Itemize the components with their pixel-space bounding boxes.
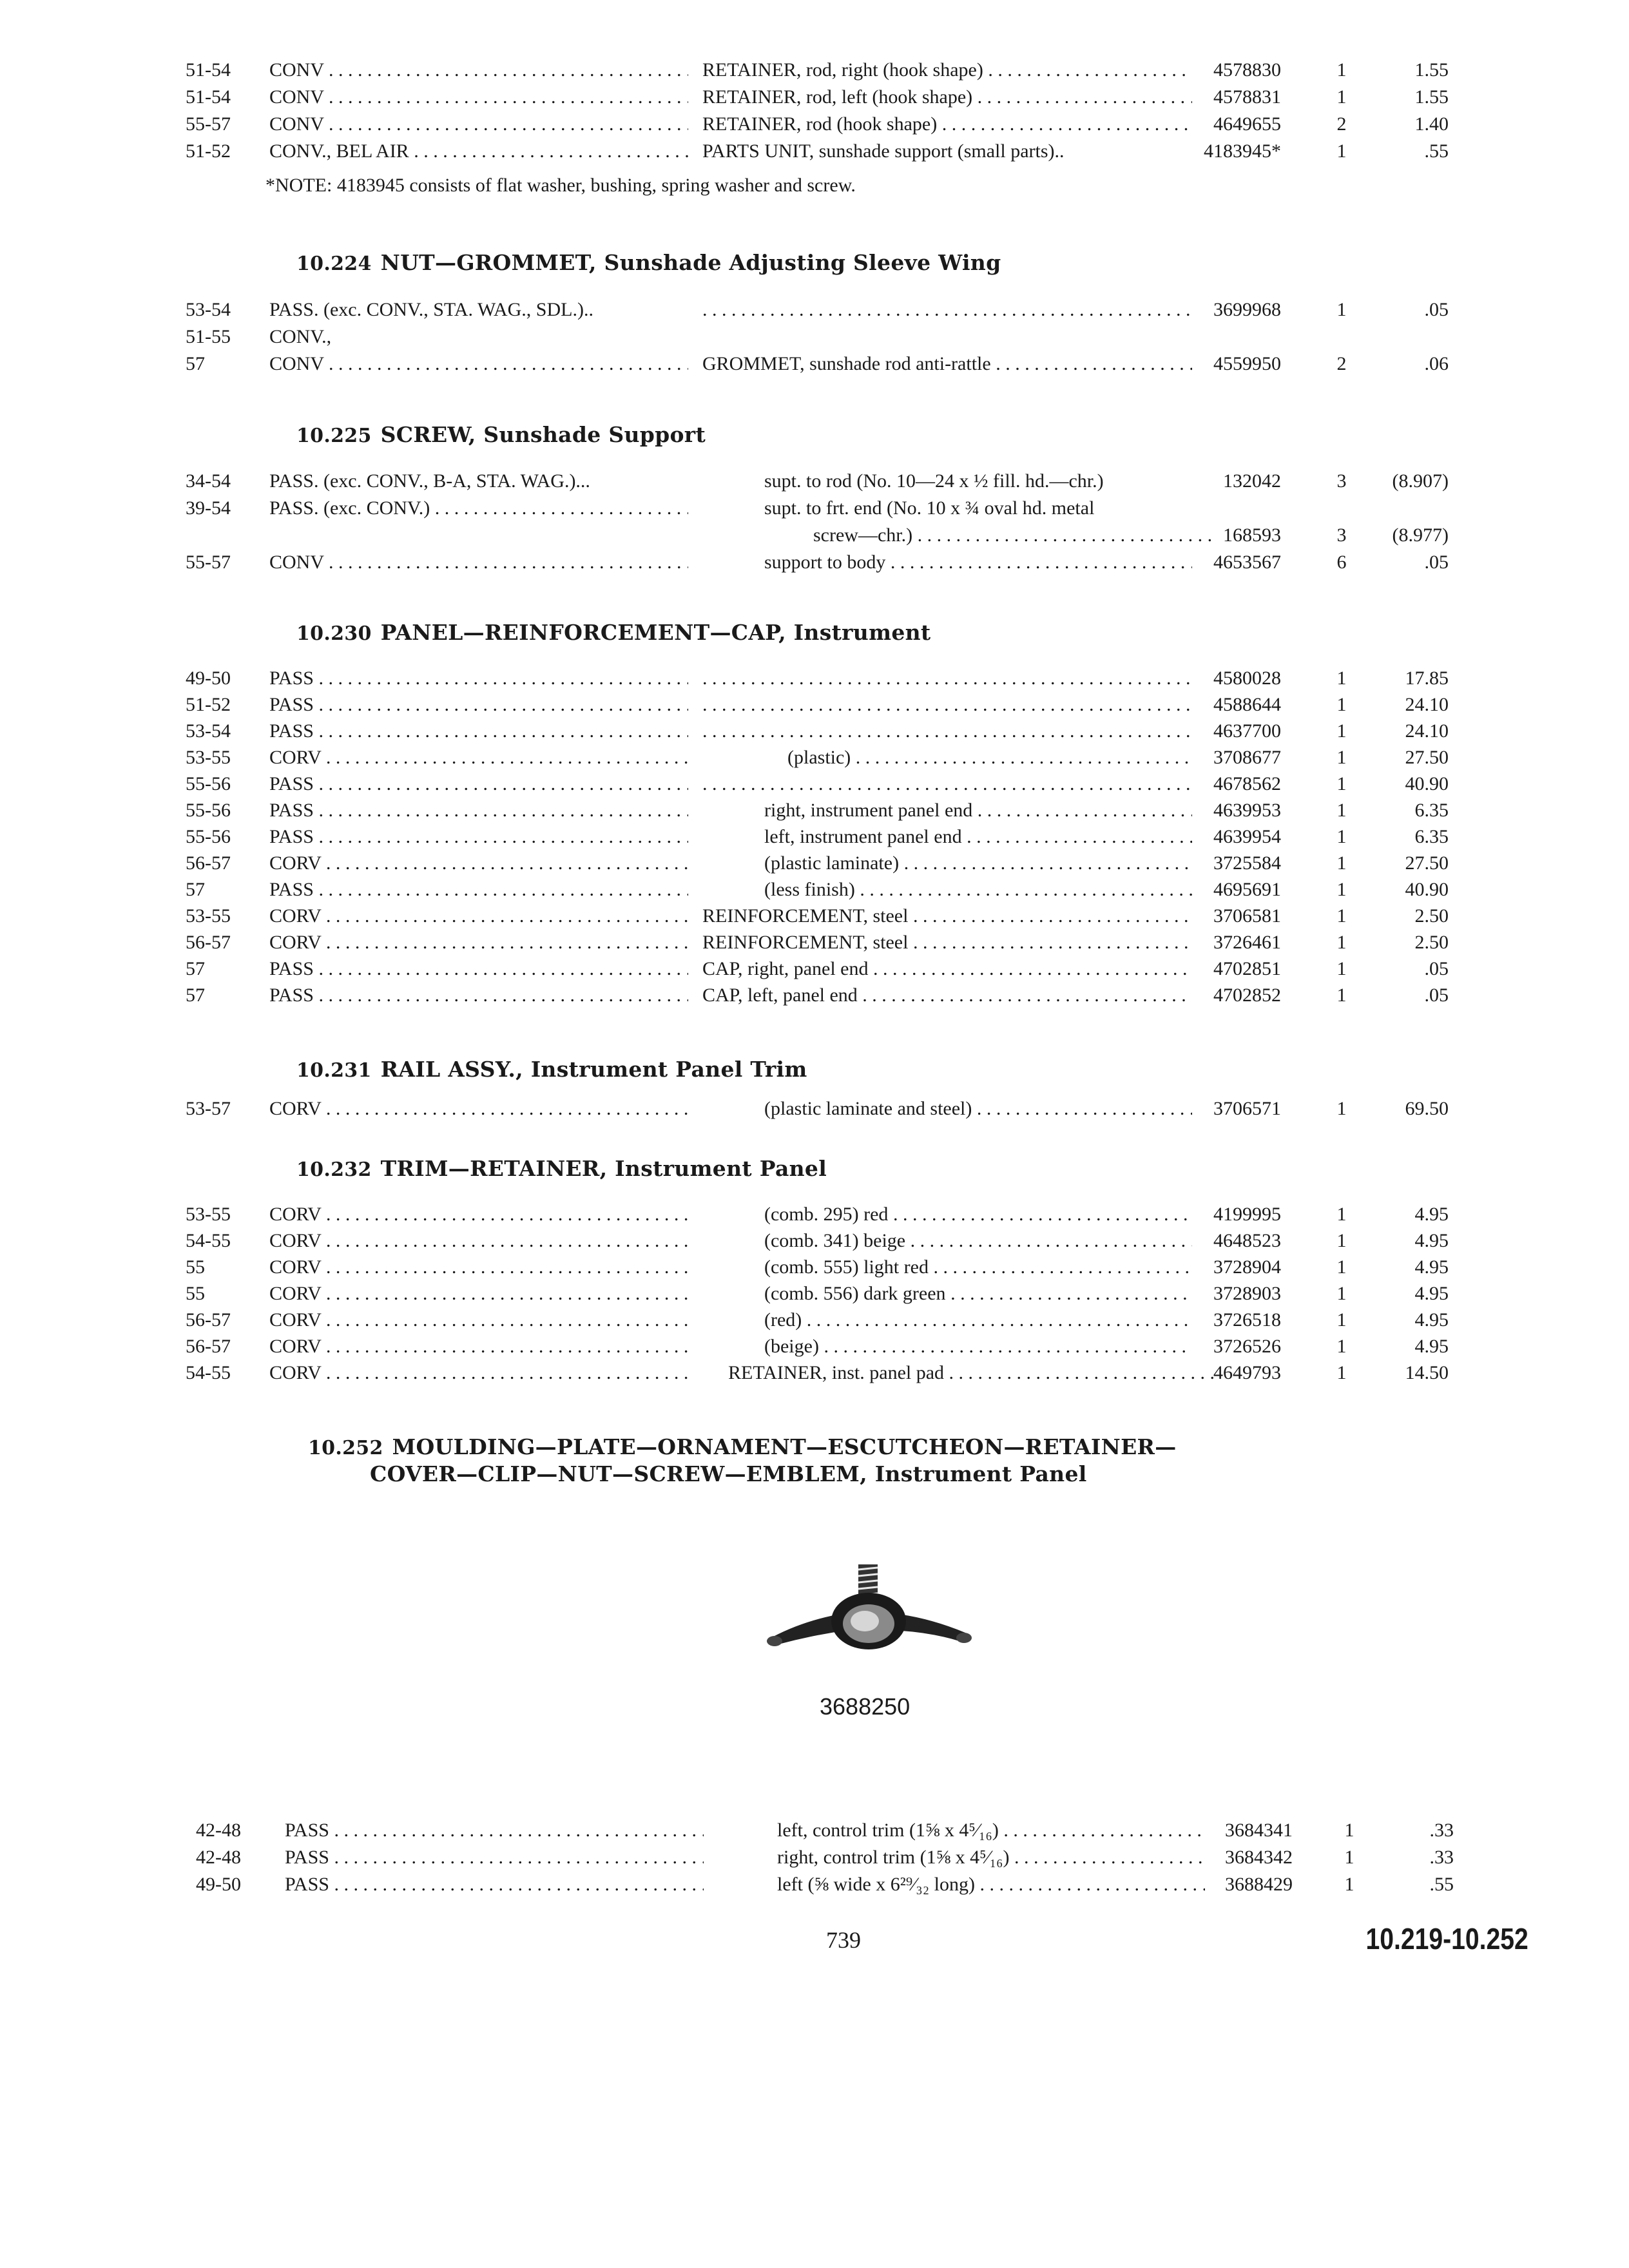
price: (8.907): [1392, 470, 1449, 492]
body-style: PASS. (exc. CONV.) . . .: [269, 495, 688, 522]
year: 55-57: [186, 113, 231, 135]
description: (beige) . . .: [764, 1333, 1192, 1360]
body-style: PASS . . .: [269, 823, 688, 850]
year: 57: [186, 879, 205, 900]
description: CAP, left, panel end . . .: [702, 982, 1192, 1009]
description: RETAINER, rod, right (hook shape) . . .: [702, 57, 1192, 84]
year: 55-56: [186, 800, 231, 821]
price: 4.95: [1414, 1256, 1449, 1278]
part-number: 4653567: [1213, 552, 1281, 573]
table-row: [0, 771, 1629, 798]
year: 53-54: [186, 299, 231, 320]
section-number: 10.230: [296, 622, 372, 645]
year: 49-50: [186, 668, 231, 689]
price: .33: [1429, 1847, 1454, 1868]
part-number: 3684341: [1225, 1820, 1293, 1841]
section-number: 10.231: [296, 1059, 372, 1082]
table-row: [0, 1254, 1629, 1281]
body-style: CORV . . .: [269, 929, 688, 956]
quantity: 1: [1336, 747, 1347, 768]
year: 53-54: [186, 720, 231, 742]
table-row: [0, 522, 1629, 549]
price: 1.55: [1414, 86, 1449, 108]
quantity: 1: [1336, 800, 1347, 821]
table-row: [0, 903, 1629, 930]
quantity: 1: [1336, 905, 1347, 927]
description: PARTS UNIT, sunshade support (small parts)..: [702, 140, 1065, 162]
page-number: 739: [826, 1927, 861, 1953]
price: 14.50: [1405, 1362, 1449, 1383]
price: .55: [1429, 1874, 1454, 1895]
year: 54-55: [186, 1362, 231, 1383]
body-style: PASS . . .: [285, 1844, 704, 1871]
body-style: PASS . . .: [269, 876, 688, 903]
part-number: 3728903: [1213, 1283, 1281, 1304]
description: right, instrument panel end . . .: [764, 797, 1192, 824]
description: (red) . . .: [764, 1307, 1192, 1334]
part-number: 3684342: [1225, 1847, 1293, 1868]
body-style: CONV.,: [269, 326, 332, 347]
table-row: [0, 57, 1629, 84]
body-style: PASS . . .: [269, 718, 688, 745]
body-style: CORV . . .: [269, 1254, 688, 1281]
body-style: CORV . . .: [269, 1095, 688, 1122]
quantity: 1: [1336, 694, 1347, 715]
price: .05: [1424, 299, 1449, 320]
price: 24.10: [1405, 694, 1449, 715]
quantity: 1: [1336, 86, 1347, 108]
part-number: 4578831: [1213, 86, 1281, 108]
year: 56-57: [186, 932, 231, 953]
description: support to body . . .: [764, 549, 1192, 576]
quantity: 1: [1344, 1874, 1354, 1895]
part-number: 4578830: [1213, 59, 1281, 81]
description: (comb. 555) light red . . .: [764, 1254, 1192, 1281]
table-row: [0, 1333, 1629, 1360]
quantity: 1: [1336, 1256, 1347, 1278]
year: 53-57: [186, 1098, 231, 1119]
price: 4.95: [1414, 1204, 1449, 1225]
description: supt. to rod (No. 10—24 x ½ fill. hd.—chr.): [764, 470, 1104, 492]
price: .33: [1429, 1820, 1454, 1841]
section-heading: [308, 1434, 1177, 1459]
year: 53-55: [186, 1204, 231, 1225]
quantity: 1: [1336, 826, 1347, 847]
price: 4.95: [1414, 1230, 1449, 1251]
section-heading: [296, 250, 1001, 275]
description: supt. to frt. end (No. 10 x ¾ oval hd. metal: [764, 497, 1095, 519]
body-style: CONV . . .: [269, 84, 688, 111]
section-title: TRIM—RETAINER, Instrument Panel: [380, 1156, 827, 1181]
quantity: 6: [1336, 552, 1347, 573]
part-number: 3726518: [1213, 1309, 1281, 1331]
part-number: 4695691: [1213, 879, 1281, 900]
table-row: [0, 1095, 1629, 1122]
description: REINFORCEMENT, steel . . .: [702, 929, 1192, 956]
year: 51-52: [186, 140, 231, 162]
part-number: 4559950: [1213, 353, 1281, 374]
price: 69.50: [1405, 1098, 1449, 1119]
quantity: 1: [1336, 668, 1347, 689]
part-number: 3688429: [1225, 1874, 1293, 1895]
table-row: [0, 1201, 1629, 1228]
table-row: [0, 1280, 1629, 1307]
description: right, control trim (1⅝ x 4⁵⁄₁₆) . . .: [777, 1844, 1205, 1871]
year: 53-55: [186, 747, 231, 768]
body-style: CONV . . .: [269, 549, 688, 576]
body-style: CONV . . .: [269, 351, 688, 378]
year: 34-54: [186, 470, 231, 492]
year: 51-55: [186, 326, 231, 347]
description: left (⅝ wide x 6²⁹⁄₃₂ long) . . .: [777, 1871, 1205, 1898]
table-row: [0, 1817, 1629, 1844]
body-style: PASS . . .: [269, 691, 688, 718]
price: 2.50: [1414, 932, 1449, 953]
body-style: PASS . . .: [285, 1817, 704, 1844]
description: REINFORCEMENT, steel . . .: [702, 903, 1192, 930]
year: 49-50: [196, 1874, 241, 1895]
clip-nut-illustration-icon: [760, 1559, 979, 1675]
quantity: 1: [1336, 985, 1347, 1006]
quantity: 1: [1344, 1847, 1354, 1868]
description: [702, 718, 1192, 745]
table-row: [0, 1307, 1629, 1334]
quantity: 3: [1336, 524, 1347, 546]
year: 55-56: [186, 773, 231, 794]
table-row: [0, 296, 1629, 323]
table-row: [0, 982, 1629, 1009]
part-number: 3728904: [1213, 1256, 1281, 1278]
part-number: 4199995: [1213, 1204, 1281, 1225]
description: [702, 771, 1192, 798]
part-number: 4183945*: [1204, 140, 1281, 162]
part-number: 4588644: [1213, 694, 1281, 715]
body-style: CORV . . .: [269, 1360, 688, 1387]
table-row: [0, 111, 1629, 138]
section-heading-continued: COVER—CLIP—NUT—SCREW—EMBLEM, Instrument Panel: [370, 1461, 1087, 1486]
section-title: RAIL ASSY., Instrument Panel Trim: [380, 1057, 807, 1082]
year: 51-54: [186, 86, 231, 108]
body-style: CORV . . .: [269, 1280, 688, 1307]
footnote: *NOTE: 4183945 consists of flat washer, bushing, spring washer and screw.: [265, 175, 856, 196]
part-number: 3706571: [1213, 1098, 1281, 1119]
table-row: [0, 1871, 1629, 1898]
quantity: 1: [1336, 1204, 1347, 1225]
year: 51-54: [186, 59, 231, 81]
part-number: 3699968: [1213, 299, 1281, 320]
price: 4.95: [1414, 1336, 1449, 1357]
year: 57: [186, 353, 205, 374]
price: 1.40: [1414, 113, 1449, 135]
quantity: 1: [1336, 773, 1347, 794]
table-row: [0, 718, 1629, 745]
part-number: 132042: [1223, 470, 1281, 492]
description: left, instrument panel end . . .: [764, 823, 1192, 850]
table-row: [0, 797, 1629, 824]
section-title: MOULDING—PLATE—ORNAMENT—ESCUTCHEON—RETAINER—: [392, 1434, 1177, 1459]
quantity: 3: [1336, 470, 1347, 492]
price: .06: [1424, 353, 1449, 374]
part-number: 3725584: [1213, 852, 1281, 874]
year: 53-55: [186, 905, 231, 927]
quantity: 1: [1336, 1309, 1347, 1331]
body-style: PASS. (exc. CONV., STA. WAG., SDL.)..: [269, 299, 593, 320]
table-row: [0, 323, 1629, 351]
description: RETAINER, inst. panel pad . . .: [728, 1360, 1218, 1387]
part-number: 4637700: [1213, 720, 1281, 742]
section-number: 10.225: [296, 425, 372, 447]
year: 55: [186, 1283, 205, 1304]
table-row: [0, 691, 1629, 718]
description: (less finish) . . .: [764, 876, 1192, 903]
part-number: 4678562: [1213, 773, 1281, 794]
price: 2.50: [1414, 905, 1449, 927]
body-style: CORV . . .: [269, 850, 688, 877]
body-style: PASS. (exc. CONV., B-A, STA. WAG.)...: [269, 470, 590, 492]
price: .05: [1424, 552, 1449, 573]
price: 4.95: [1414, 1309, 1449, 1331]
description: (plastic laminate and steel) . . .: [764, 1095, 1192, 1122]
price: 1.55: [1414, 59, 1449, 81]
description: [702, 296, 1192, 323]
table-row: [0, 1360, 1629, 1387]
price: .55: [1424, 140, 1449, 162]
description: RETAINER, rod (hook shape) . . .: [702, 111, 1192, 138]
year: 55-57: [186, 552, 231, 573]
section-title: SCREW, Sunshade Support: [380, 422, 706, 447]
quantity: 2: [1336, 353, 1347, 374]
part-number: 4639954: [1213, 826, 1281, 847]
figure-part-number: 3688250: [820, 1693, 911, 1720]
table-row: [0, 744, 1629, 771]
year: 42-48: [196, 1820, 241, 1841]
table-row: [0, 956, 1629, 983]
description: (comb. 341) beige . . .: [764, 1227, 1192, 1254]
quantity: 2: [1336, 113, 1347, 135]
description: RETAINER, rod, left (hook shape) . . .: [702, 84, 1192, 111]
price: 40.90: [1405, 879, 1449, 900]
part-number: 4649793: [1213, 1362, 1281, 1383]
price: 24.10: [1405, 720, 1449, 742]
body-style: CORV . . .: [269, 1227, 688, 1254]
year: 54-55: [186, 1230, 231, 1251]
part-number: 4639953: [1213, 800, 1281, 821]
description: CAP, right, panel end . . .: [702, 956, 1192, 983]
section-heading: [296, 620, 930, 645]
table-row: [0, 549, 1629, 576]
quantity: 1: [1336, 932, 1347, 953]
body-style: CORV . . .: [269, 1307, 688, 1334]
quantity: 1: [1336, 140, 1347, 162]
quantity: 1: [1336, 1283, 1347, 1304]
table-row: [0, 495, 1629, 522]
year: 55-56: [186, 826, 231, 847]
body-style: PASS . . .: [269, 665, 688, 692]
table-row: [0, 876, 1629, 903]
price: .05: [1424, 985, 1449, 1006]
description: (comb. 295) red . . .: [764, 1201, 1192, 1228]
table-row: [0, 138, 1629, 165]
part-number: 4580028: [1213, 668, 1281, 689]
body-style: PASS . . .: [269, 956, 688, 983]
table-row: [0, 1227, 1629, 1254]
body-style: PASS . . .: [269, 771, 688, 798]
section-heading: [296, 1057, 807, 1082]
body-style: CORV . . .: [269, 1333, 688, 1360]
part-number: 3708677: [1213, 747, 1281, 768]
table-row: [0, 84, 1629, 111]
table-row: [0, 850, 1629, 877]
price: 27.50: [1405, 747, 1449, 768]
body-style: CORV . . .: [269, 744, 688, 771]
description: screw—chr.) . . .: [813, 522, 1218, 549]
section-heading: [296, 422, 706, 447]
year: 57: [186, 958, 205, 979]
section-title: NUT—GROMMET, Sunshade Adjusting Sleeve Wing: [380, 250, 1001, 275]
table-row: [0, 351, 1629, 378]
year: 39-54: [186, 497, 231, 519]
price: 6.35: [1414, 826, 1449, 847]
price: .05: [1424, 958, 1449, 979]
quantity: 1: [1336, 958, 1347, 979]
description: GROMMET, sunshade rod anti-rattle . . .: [702, 351, 1192, 378]
year: 56-57: [186, 852, 231, 874]
year: 56-57: [186, 1336, 231, 1357]
price: 40.90: [1405, 773, 1449, 794]
part-number: 4648523: [1213, 1230, 1281, 1251]
quantity: 1: [1336, 720, 1347, 742]
quantity: 1: [1336, 299, 1347, 320]
table-row: [0, 929, 1629, 956]
section-number: 10.232: [296, 1158, 372, 1181]
price: 4.95: [1414, 1283, 1449, 1304]
section-title: PANEL—REINFORCEMENT—CAP, Instrument: [380, 620, 931, 645]
part-number: 4702851: [1213, 958, 1281, 979]
section-number: 10.252: [308, 1437, 383, 1459]
part-number: 3706581: [1213, 905, 1281, 927]
description: (comb. 556) dark green . . .: [764, 1280, 1192, 1307]
price: 17.85: [1405, 668, 1449, 689]
section-heading: [296, 1156, 827, 1181]
description: (plastic laminate) . . .: [764, 850, 1192, 877]
part-number: 4702852: [1213, 985, 1281, 1006]
table-row: [0, 823, 1629, 850]
quantity: 1: [1336, 1362, 1347, 1383]
year: 51-52: [186, 694, 231, 715]
body-style: CONV . . .: [269, 111, 688, 138]
description: left, control trim (1⅝ x 4⁵⁄₁₆) . . .: [777, 1817, 1205, 1844]
body-style: PASS . . .: [285, 1871, 704, 1898]
body-style: CORV . . .: [269, 1201, 688, 1228]
part-number: 3726461: [1213, 932, 1281, 953]
part-number: 3726526: [1213, 1336, 1281, 1357]
description: (plastic) . . .: [787, 744, 1192, 771]
quantity: 1: [1344, 1820, 1354, 1841]
description: [702, 691, 1192, 718]
body-style: PASS . . .: [269, 797, 688, 824]
table-row: [0, 468, 1629, 495]
year: 57: [186, 985, 205, 1006]
price: (8.977): [1392, 524, 1449, 546]
price: 27.50: [1405, 852, 1449, 874]
price: 6.35: [1414, 800, 1449, 821]
body-style: CORV . . .: [269, 903, 688, 930]
quantity: 1: [1336, 1098, 1347, 1119]
year: 55: [186, 1256, 205, 1278]
table-row: [0, 1844, 1629, 1871]
section-range: 10.219-10.252: [1365, 1922, 1528, 1956]
body-style: CONV . . .: [269, 57, 688, 84]
part-number: 168593: [1223, 524, 1281, 546]
quantity: 1: [1336, 1230, 1347, 1251]
section-number: 10.224: [296, 253, 372, 275]
body-style: CONV., BEL AIR . . .: [269, 138, 688, 165]
year: 42-48: [196, 1847, 241, 1868]
quantity: 1: [1336, 852, 1347, 874]
year: 56-57: [186, 1309, 231, 1331]
description: [702, 665, 1192, 692]
quantity: 1: [1336, 879, 1347, 900]
quantity: 1: [1336, 1336, 1347, 1357]
table-row: [0, 665, 1629, 692]
part-number: 4649655: [1213, 113, 1281, 135]
body-style: PASS . . .: [269, 982, 688, 1009]
quantity: 1: [1336, 59, 1347, 81]
